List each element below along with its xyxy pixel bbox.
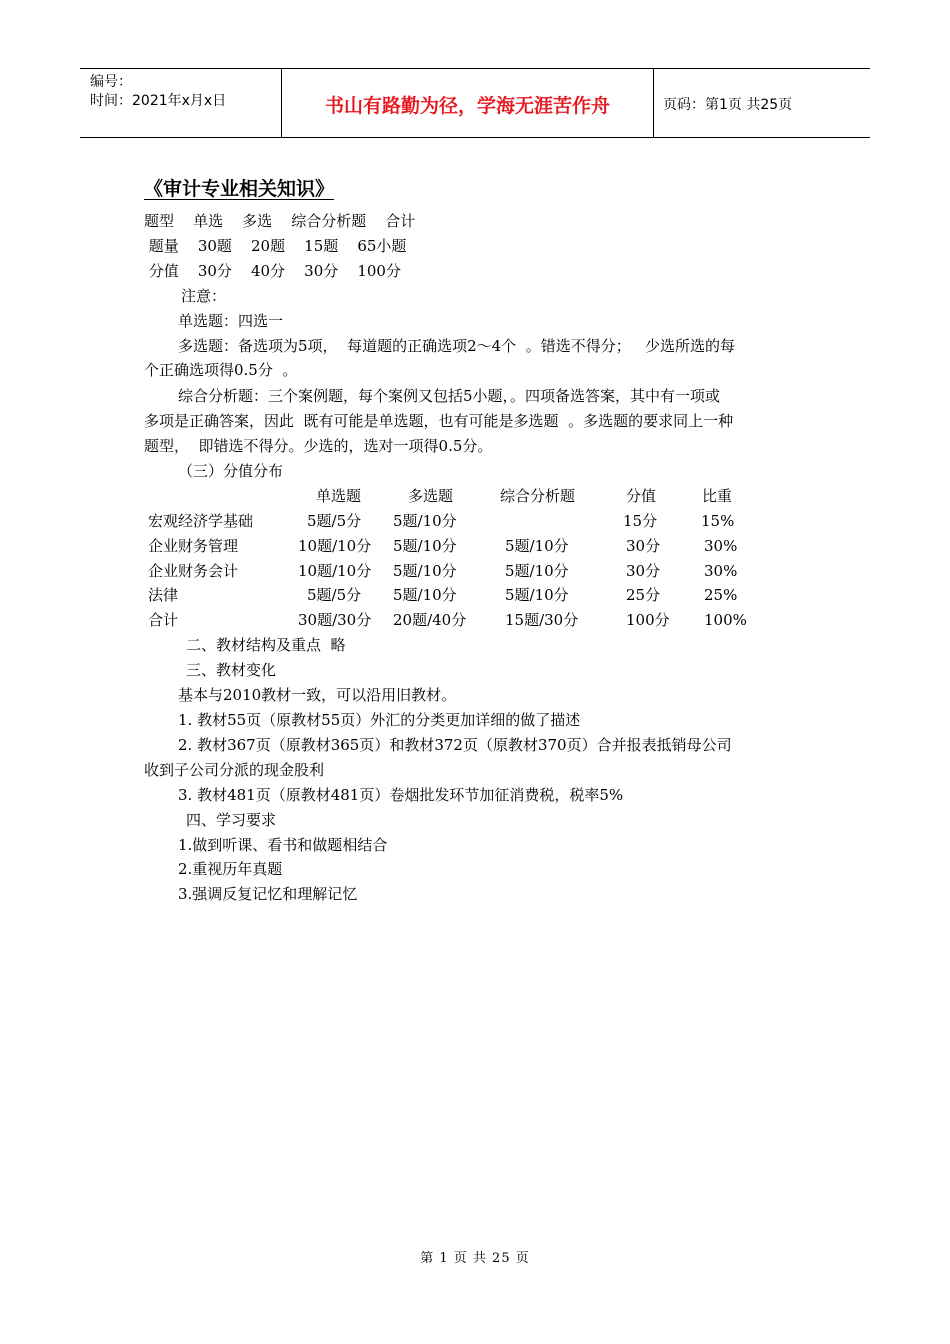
column-header-score: 分值	[626, 487, 657, 505]
table-cell-analysis: 5题/10分	[505, 537, 569, 555]
table-cell-multi: 5题/10分	[393, 562, 457, 580]
table-cell-single: 10题/10分	[298, 537, 372, 555]
distribution-heading: （三）分值分布	[178, 462, 284, 480]
table-cell-score: 30分	[626, 537, 661, 555]
section-study-heading: 四、学习要求	[186, 811, 277, 829]
table-cell-weight: 30%	[704, 562, 738, 580]
table-row-name: 企业财务管理	[148, 537, 239, 555]
section-structure: 二、教材结构及重点 略	[186, 636, 346, 654]
table-cell-multi: 5题/10分	[393, 512, 457, 530]
document-number-label: 编号：	[90, 74, 132, 90]
summary-row-scores: 分值 30分 40分 30分 100分	[144, 262, 401, 280]
table-cell-multi: 5题/10分	[393, 586, 457, 604]
table-cell-score: 100分	[626, 611, 670, 629]
table-cell-analysis: 5题/10分	[505, 586, 569, 604]
page-footer: 第 1 页 共 25 页	[420, 1251, 530, 1266]
document-date: 时间：2021年x月x日	[90, 93, 227, 109]
table-cell-single: 5题/5分	[307, 586, 362, 604]
summary-row-types: 题型 单选 多选 综合分析题 合计	[144, 212, 416, 230]
table-cell-weight: 30%	[704, 537, 738, 555]
table-cell-analysis: 15题/30分	[505, 611, 579, 629]
header-page-info: 页码：第1页 共25页	[663, 97, 793, 113]
column-header-weight: 比重	[702, 487, 733, 505]
note-multi-choice-line1: 多选题：备选项为5项， 每道题的正确选项2～4个 。错选不得分； 少选所选的每	[178, 337, 736, 355]
column-header-single: 单选题	[316, 487, 362, 505]
table-cell-weight: 100%	[704, 611, 747, 629]
notes-heading: 注意：	[181, 287, 227, 305]
change-item-3: 3. 教材481页（原教材481页）卷烟批发环节加征消费税，税率5%	[178, 786, 624, 804]
study-item-1: 1.做到听课、看书和做题相结合	[178, 836, 388, 854]
table-cell-single: 30题/30分	[298, 611, 372, 629]
header-motto: 书山有路勤为径，学海无涯苦作舟	[324, 95, 610, 117]
note-analysis-line3: 题型， 即错选不得分。少选的，选对一项得0.5分。	[144, 437, 493, 455]
table-cell-multi: 5题/10分	[393, 537, 457, 555]
change-item-2-line2: 收到子公司分派的现金股利	[144, 761, 325, 779]
change-item-2-line1: 2. 教材367页（原教材365页）和教材372页（原教材370页）合并报表抵销母公司	[178, 736, 732, 754]
table-row-name: 企业财务会计	[148, 562, 239, 580]
table-cell-score: 15分	[623, 512, 658, 530]
column-header-multi: 多选题	[408, 487, 454, 505]
note-single-choice: 单选题：四选一	[178, 312, 284, 330]
table-cell-weight: 15%	[701, 512, 735, 530]
document-title: 《审计专业相关知识》	[144, 178, 335, 200]
change-item-1: 1. 教材55页（原教材55页）外汇的分类更加详细的做了描述	[178, 711, 581, 729]
summary-row-counts: 题量 30题 20题 15题 65小题	[144, 237, 407, 255]
header-table	[80, 68, 870, 138]
note-analysis-line2: 多项是正确答案，因此 既有可能是单选题，也有可能是多选题 。多选题的要求同上一种	[144, 412, 734, 430]
study-item-2: 2.重视历年真题	[178, 860, 283, 878]
section-changes-heading: 三、教材变化	[186, 661, 277, 679]
header-divider	[653, 69, 654, 137]
note-analysis-line1: 综合分析题：三个案例题，每个案例又包括5小题，。四项备选答案，其中有一项或	[178, 387, 721, 405]
table-cell-score: 25分	[626, 586, 661, 604]
table-cell-score: 30分	[626, 562, 661, 580]
note-multi-choice-line2: 个正确选项得0.5分 。	[144, 361, 298, 379]
table-cell-weight: 25%	[704, 586, 738, 604]
table-row-name: 合计	[148, 611, 179, 629]
table-cell-multi: 20题/40分	[393, 611, 467, 629]
table-cell-analysis: 5题/10分	[505, 562, 569, 580]
study-item-3: 3.强调反复记忆和理解记忆	[178, 885, 358, 903]
header-left-cell	[90, 73, 226, 111]
table-cell-single: 5题/5分	[307, 512, 362, 530]
table-row-name: 法律	[148, 586, 179, 604]
table-row-name: 宏观经济学基础	[148, 512, 254, 530]
column-header-analysis: 综合分析题	[500, 487, 576, 505]
table-cell-single: 10题/10分	[298, 562, 372, 580]
changes-intro: 基本与2010教材一致，可以沿用旧教材。	[178, 686, 457, 704]
